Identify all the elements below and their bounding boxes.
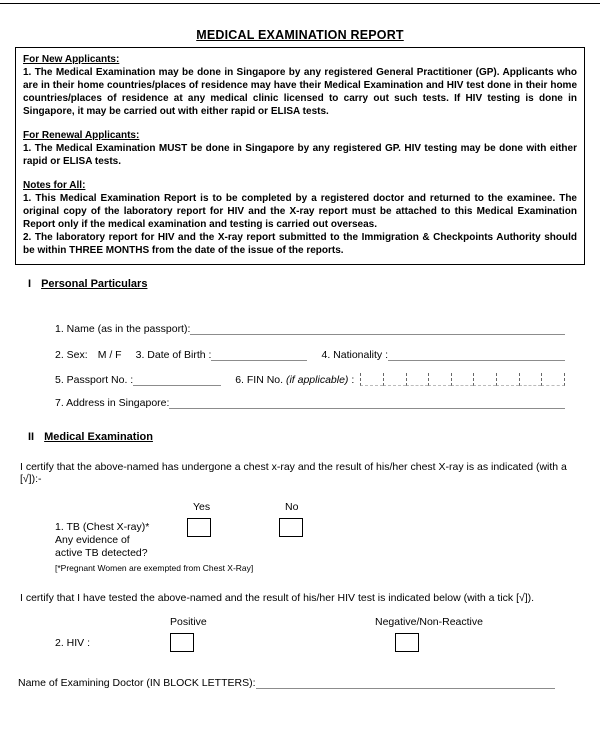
section-two-number: II [28, 431, 35, 443]
name-input-line[interactable] [190, 322, 565, 335]
hiv-header-row [55, 616, 585, 628]
tb-yes-checkbox[interactable] [187, 518, 211, 537]
fin-label [235, 374, 354, 386]
top-divider [0, 3, 600, 4]
fin-cell[interactable] [383, 373, 406, 386]
notes-for-all-note-2: 2. The laboratory report for HIV and the X-ray report submitted to the Immigration & Checkpoints Authority should be within THREE MONTHS from the date of the issue of the reports. [23, 232, 577, 256]
fin-label-suffix: : [348, 374, 355, 386]
name-label: 1. Name (as in the passport): [55, 323, 191, 335]
xray-certification-statement: I certify that the above-named has undergone a chest x-ray and the result of his/her chest X-ray is as indicated (with a [√]):- [20, 461, 567, 485]
negative-column-header: Negative/Non-Reactive [375, 616, 483, 628]
fin-input-cells[interactable] [360, 373, 565, 386]
fin-cell[interactable] [519, 373, 542, 386]
doctor-name-row [18, 676, 555, 689]
address-field-row [55, 396, 565, 409]
tb-label-line2: Any evidence of [55, 534, 130, 547]
hiv-certification-statement: I certify that I have tested the above-named and the result of his/her HIV test is indicated below (with a tick [√]). [20, 592, 535, 604]
fin-cell[interactable] [473, 373, 496, 386]
hiv-positive-checkbox[interactable] [170, 633, 194, 652]
tb-label-line3: active TB detected? [55, 547, 148, 560]
notes-for-all-note-1: 1. This Medical Examination Report is to be completed by a registered doctor and returned to the examinee. The original copy of the laboratory report for HIV and the X-ray report must be attached to this Medical Examination Report only if the medical examination and testing is carried out overseas. [23, 193, 577, 230]
section-one-number: I [28, 278, 32, 290]
section-medical-examination-heading [28, 431, 585, 443]
hiv-negative-checkbox[interactable] [395, 633, 419, 652]
hiv-negative-cell [375, 633, 585, 652]
address-input-line[interactable] [169, 396, 565, 409]
fin-cell[interactable] [406, 373, 429, 386]
hiv-label: 2. HIV : [55, 636, 91, 649]
yes-column-header: Yes [193, 501, 211, 513]
new-applicants-note: 1. The Medical Examination may be done in Singapore by any registered General Practitioner (GP). Applicants who are in their home countries/places of residence may have their Medical Examination and HIV test done in their home countries/places of residence at any medical clinic licensed to carry out such tests. If HIV testing is done in Singapore, it may be carried out with either rapid or ELISA tests. [23, 67, 577, 117]
medical-report-page [0, 28, 600, 689]
tb-no-column [279, 501, 371, 574]
positive-column-header: Positive [170, 616, 207, 628]
renewal-applicants-note: 1. The Medical Examination MUST be done in Singapore by any registered GP. HIV testing may be done with either rapid or ELISA tests. [23, 143, 577, 167]
hiv-answer-row [55, 633, 585, 652]
sex-label: 2. Sex: [55, 349, 88, 361]
fin-cell[interactable] [451, 373, 474, 386]
instructions-box [15, 47, 585, 265]
name-field-row [55, 322, 565, 335]
tb-xray-question [55, 501, 585, 574]
dob-label: 3. Date of Birth : [135, 349, 212, 361]
address-label: 7. Address in Singapore: [55, 397, 170, 409]
tb-yes-column [187, 501, 279, 574]
passport-input-line[interactable] [133, 373, 221, 386]
fin-cell[interactable] [428, 373, 451, 386]
section-two-title: Medical Examination [44, 431, 153, 443]
passport-label: 5. Passport No. : [55, 374, 134, 386]
section-one-title: Personal Particulars [41, 278, 148, 290]
tb-label-line1: 1. TB (Chest X-ray)* [55, 521, 150, 533]
fin-cell[interactable] [496, 373, 519, 386]
new-applicants-heading: For New Applicants: [23, 54, 120, 65]
hiv-positive-cell [170, 633, 375, 652]
dob-input-line[interactable] [211, 348, 307, 361]
nationality-input-line[interactable] [388, 348, 565, 361]
fin-label-italic: (if applicable) [285, 374, 349, 386]
fin-label-prefix: 6. FIN No. [235, 374, 286, 386]
nationality-label: 4. Nationality : [321, 349, 389, 361]
sex-dob-nationality-row [55, 348, 565, 361]
hiv-question [55, 616, 585, 652]
sex-options[interactable]: M / F [97, 349, 122, 361]
doctor-name-label: Name of Examining Doctor (IN BLOCK LETTERS): [18, 677, 256, 689]
renewal-applicants-heading: For Renewal Applicants: [23, 130, 140, 141]
fin-cell[interactable] [360, 373, 383, 386]
tb-footnote: [*Pregnant Women are exempted from Chest X-Ray] [55, 563, 254, 574]
fin-cell[interactable] [541, 373, 565, 386]
notes-for-all-heading: Notes for All: [23, 180, 86, 191]
no-column-header: No [285, 501, 299, 513]
page-title: MEDICAL EXAMINATION REPORT [196, 28, 404, 42]
doctor-name-input-line[interactable] [256, 676, 556, 689]
passport-fin-row [55, 373, 565, 386]
tb-no-checkbox[interactable] [279, 518, 303, 537]
section-personal-particulars-heading [28, 278, 585, 290]
